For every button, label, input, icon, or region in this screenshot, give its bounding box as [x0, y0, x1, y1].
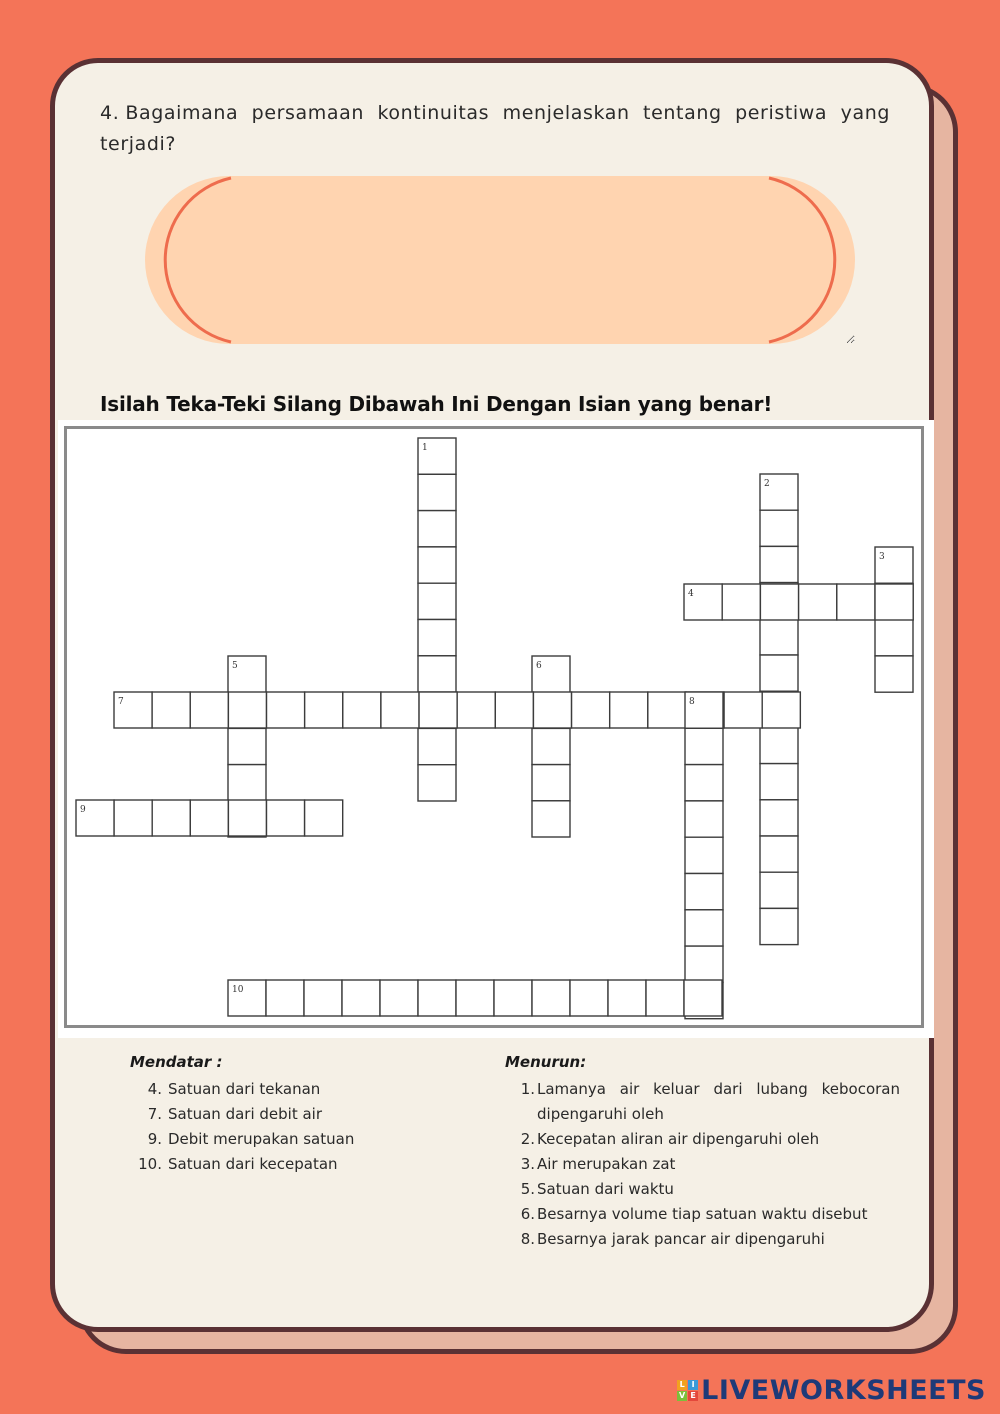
- across-title: Mendatar :: [130, 1053, 223, 1071]
- crossword-cell-2-12[interactable]: [760, 872, 798, 908]
- crossword-cell-2-11[interactable]: [760, 836, 798, 872]
- clue-text: Air merupakan zat: [537, 1155, 676, 1173]
- clue-item: [130, 1102, 354, 1127]
- clue-item: [505, 1077, 900, 1127]
- across-list: [130, 1077, 354, 1177]
- crossword-number-7: 7: [118, 697, 124, 707]
- crossword-cell-9-3[interactable]: [152, 800, 190, 836]
- clue-number: 4.: [147, 1080, 162, 1098]
- crossword-cell-3-3[interactable]: [875, 620, 913, 656]
- crossword-cell-10-13[interactable]: [684, 980, 722, 1016]
- liveworksheets-brand: [677, 1375, 986, 1406]
- crossword-cell-1-3[interactable]: [418, 511, 456, 547]
- clue-text: Lamanya air keluar dari lubang kebocoran dipengaruhi oleh: [537, 1080, 900, 1123]
- crossword-cell-7-2[interactable]: [152, 692, 190, 728]
- crossword-instruction: Isilah Teka-Teki Silang Dibawah Ini Dengan Isian yang benar!: [100, 392, 773, 416]
- clue-number: 8.: [520, 1230, 535, 1248]
- crossword-cell-7-4[interactable]: [228, 692, 266, 728]
- clue-number: 1.: [520, 1080, 535, 1098]
- crossword-cell-1-6[interactable]: [418, 620, 456, 656]
- clue-item: [505, 1227, 900, 1252]
- crossword-number-4: 4: [688, 589, 694, 599]
- crossword-cell-7-7[interactable]: [343, 692, 381, 728]
- crossword-cell-2-10[interactable]: [760, 800, 798, 836]
- clue-item: [505, 1202, 900, 1227]
- clue-text: Besarnya jarak pancar air dipengaruhi: [537, 1230, 825, 1248]
- crossword-cell-7-15[interactable]: [648, 692, 686, 728]
- clue-item: [130, 1077, 354, 1102]
- clue-number: 5.: [520, 1180, 535, 1198]
- crossword-cell-4-3[interactable]: [760, 584, 798, 620]
- crossword-cell-3-4[interactable]: [875, 656, 913, 692]
- clue-item: [505, 1127, 900, 1152]
- crossword-cell-8-6[interactable]: [685, 874, 723, 910]
- crossword-number-9: 9: [80, 805, 86, 815]
- crossword-cell-2-8[interactable]: [760, 727, 798, 763]
- crossword-cell-2-2[interactable]: [760, 510, 798, 546]
- crossword-cell-2-5[interactable]: [760, 619, 798, 655]
- crossword-cell-6-4[interactable]: [532, 765, 570, 801]
- clue-text: Satuan dari debit air: [168, 1105, 322, 1123]
- crossword-cell-1-5[interactable]: [418, 583, 456, 619]
- crossword-cell-4-2[interactable]: [722, 584, 760, 620]
- crossword-cell-10-6[interactable]: [418, 980, 456, 1016]
- clues-across: [130, 1053, 354, 1177]
- clue-number: 2.: [520, 1130, 535, 1148]
- crossword-cell-4-5[interactable]: [837, 584, 875, 620]
- crossword-cell-9-7[interactable]: [305, 800, 343, 836]
- clue-number: 9.: [147, 1130, 162, 1148]
- crossword-cell-8-4[interactable]: [685, 801, 723, 837]
- crossword-cell-10-3[interactable]: [304, 980, 342, 1016]
- clue-text: Satuan dari waktu: [537, 1180, 674, 1198]
- crossword-cell-2-13[interactable]: [760, 908, 798, 944]
- crossword-cell-10-4[interactable]: [342, 980, 380, 1016]
- crossword-cell-8-2[interactable]: [685, 728, 723, 764]
- crossword-cell-9-5[interactable]: [228, 800, 266, 836]
- logo-letter: L: [677, 1380, 687, 1390]
- down-list: [505, 1077, 900, 1252]
- crossword-number-5: 5: [232, 661, 238, 671]
- crossword-cell-1-9[interactable]: [418, 728, 456, 764]
- crossword-cell-6-5[interactable]: [532, 801, 570, 837]
- crossword-cell-8-5[interactable]: [685, 837, 723, 873]
- crossword-cell-1-4[interactable]: [418, 547, 456, 583]
- logo-letter: V: [679, 1391, 686, 1400]
- crossword-cell-1-7[interactable]: [418, 656, 456, 692]
- logo-letter: I: [688, 1380, 698, 1390]
- down-title: Menurun:: [505, 1053, 587, 1071]
- crossword-cell-10-2[interactable]: [266, 980, 304, 1016]
- clue-item: [130, 1152, 354, 1177]
- crossword-number-8: 8: [689, 697, 695, 707]
- crossword-cell-1-10[interactable]: [418, 765, 456, 801]
- crossword-cell-4-6[interactable]: [875, 584, 913, 620]
- crossword-cell-8-3[interactable]: [685, 765, 723, 801]
- clue-text: Satuan dari tekanan: [168, 1080, 321, 1098]
- clue-item: [505, 1152, 900, 1177]
- crossword-cell-7-3[interactable]: [190, 692, 228, 728]
- crossword-cell-5-3[interactable]: [228, 728, 266, 764]
- clue-item: [505, 1177, 900, 1202]
- crossword-cell-7-6[interactable]: [305, 692, 343, 728]
- crossword-cell-2-6[interactable]: [760, 655, 798, 691]
- brand-text: LIVEWORKSHEETS: [701, 1375, 986, 1406]
- clue-number: 6.: [520, 1205, 535, 1223]
- crossword-cell-10-5[interactable]: [380, 980, 418, 1016]
- crossword-cell-1-2[interactable]: [418, 474, 456, 510]
- crossword-cell-5-4[interactable]: [228, 765, 266, 801]
- clue-text: Debit merupakan satuan: [168, 1130, 355, 1148]
- crossword-cell-9-4[interactable]: [190, 800, 228, 836]
- liveworksheets-logo-icon: [677, 1380, 698, 1401]
- crossword-cell-8-7[interactable]: [685, 910, 723, 946]
- crossword-cell-7-12[interactable]: [533, 692, 571, 728]
- clue-text: Satuan dari kecepatan: [168, 1155, 338, 1173]
- clue-number: 10.: [138, 1155, 162, 1173]
- crossword-cell-4-4[interactable]: [799, 584, 837, 620]
- crossword-cell-7-5[interactable]: [267, 692, 305, 728]
- clue-item: [130, 1127, 354, 1152]
- question-text: Bagaimana persamaan kontinuitas menjelaskan tentang peristiwa yang terjadi?: [100, 102, 890, 155]
- crossword-cell-10-9[interactable]: [532, 980, 570, 1016]
- clue-number: 3.: [520, 1155, 535, 1173]
- crossword-cell-2-9[interactable]: [760, 764, 798, 800]
- crossword-cell-9-6[interactable]: [267, 800, 305, 836]
- crossword-cell-7-17[interactable]: [724, 692, 762, 728]
- crossword-cell-8-8[interactable]: [685, 946, 723, 982]
- crossword-cell-7-14[interactable]: [610, 692, 648, 728]
- crossword-cell-10-8[interactable]: [494, 980, 532, 1016]
- crossword-cell-10-11[interactable]: [608, 980, 646, 1016]
- crossword-number-1: 1: [422, 443, 428, 453]
- question-number: 4.: [100, 102, 120, 124]
- crossword-cell-7-8[interactable]: [381, 692, 419, 728]
- logo-letter: E: [688, 1391, 698, 1401]
- crossword-number-3: 3: [879, 552, 885, 562]
- crossword-cell-7-18[interactable]: [762, 692, 800, 728]
- crossword-cell-9-2[interactable]: [114, 800, 152, 836]
- clue-text: Besarnya volume tiap satuan waktu disebut: [537, 1205, 868, 1223]
- crossword-cell-7-10[interactable]: [457, 692, 495, 728]
- clue-number: 7.: [147, 1105, 162, 1123]
- crossword-cell-6-3[interactable]: [532, 728, 570, 764]
- crossword-number-2: 2: [764, 479, 770, 489]
- crossword-number-6: 6: [536, 661, 542, 671]
- clues-down: [505, 1053, 900, 1252]
- clue-text: Kecepatan aliran air dipengaruhi oleh: [537, 1130, 820, 1148]
- crossword-cell-7-9[interactable]: [419, 692, 457, 728]
- crossword-cell-2-3[interactable]: [760, 546, 798, 582]
- crossword-cell-10-10[interactable]: [570, 980, 608, 1016]
- crossword-number-10: 10: [232, 985, 244, 995]
- crossword-cell-7-13[interactable]: [572, 692, 610, 728]
- crossword-cell-10-7[interactable]: [456, 980, 494, 1016]
- crossword-cell-10-12[interactable]: [646, 980, 684, 1016]
- crossword-cell-7-11[interactable]: [495, 692, 533, 728]
